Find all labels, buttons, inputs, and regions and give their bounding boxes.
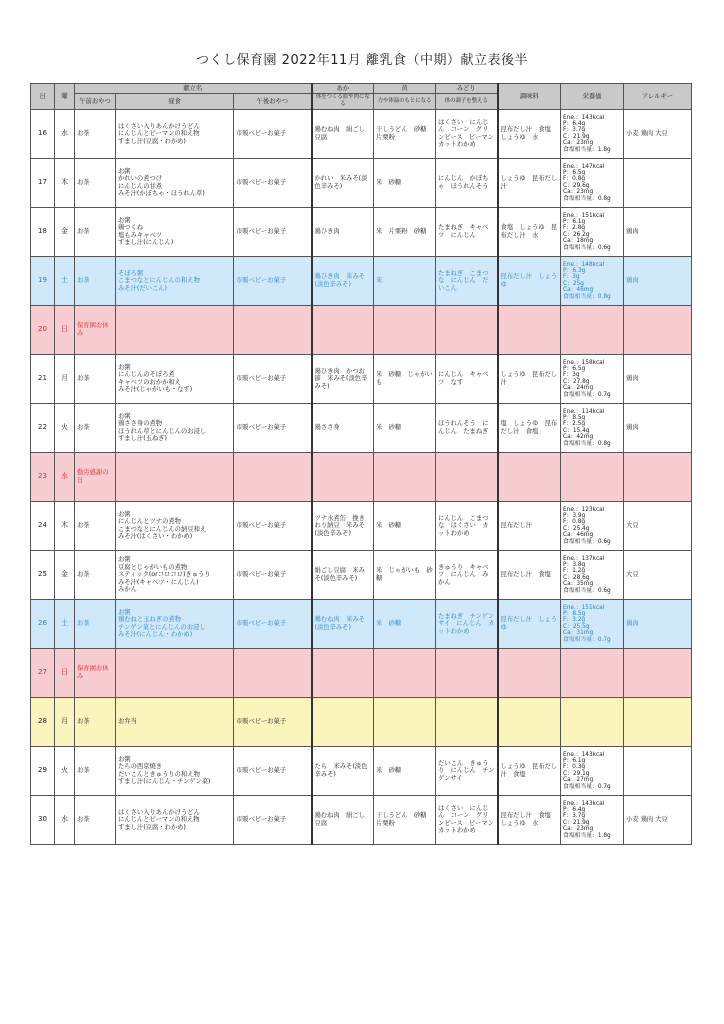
weekday-cell: 金 — [55, 207, 75, 256]
seasoning-cell: しょうゆ 昆布だし汁 — [498, 158, 561, 207]
allergy-cell: 小麦 鶏肉 大豆 — [624, 795, 692, 844]
midori-cell: たまねぎ こまつな にんじん だいこん — [436, 256, 498, 305]
day-cell: 29 — [31, 746, 55, 795]
pm-snack-cell: 市販ベビーお菓子 — [234, 697, 312, 746]
pm-snack-cell: 市販ベビーお菓子 — [234, 256, 312, 305]
header-seasoning: 調味料 — [498, 84, 561, 110]
aka-cell: 鶏ひき肉 かつお節 米みそ(淡色辛みそ) — [312, 354, 374, 403]
lunch-cell: お粥 鶏ささ身の煮物 ほうれん草とにんじんのお浸し すまし汁(玉ねぎ) — [116, 403, 234, 452]
lunch-cell: はくさい入りあんかけうどん にんじんとピーマンの和え物 すまし汁(豆腐・わかめ) — [116, 109, 234, 158]
midori-cell — [436, 697, 498, 746]
weekday-cell: 水 — [55, 109, 75, 158]
header-allergy: アレルギー — [624, 84, 692, 110]
weekday-cell: 水 — [55, 452, 75, 501]
pm-snack-cell: 市販ベビーお菓子 — [234, 599, 312, 648]
midori-cell: はくさい にんじん コーン グリンピース ピーマン カットわかめ — [436, 109, 498, 158]
weekday-cell: 月 — [55, 697, 75, 746]
midori-cell: きゅうり キャベツ にんじん みかん — [436, 550, 498, 599]
day-cell: 17 — [31, 158, 55, 207]
lunch-cell — [116, 452, 234, 501]
am-snack-cell: お茶 — [75, 109, 116, 158]
aka-cell: 鶏ひき肉 米みそ(淡色辛みそ) — [312, 256, 374, 305]
weekday-cell: 月 — [55, 354, 75, 403]
seasoning-cell: 昆布だし汁 — [498, 501, 561, 550]
nutrition-cell: Ene.：143kcal P：6.1g F：0.3g C：29.1g Ca：27mg 食塩相当量：0.7g — [561, 746, 624, 795]
day-cell: 19 — [31, 256, 55, 305]
table-row — [31, 354, 692, 403]
midori-cell: たまねぎ キャベツ にんじん — [436, 207, 498, 256]
table-header — [31, 84, 692, 110]
midori-cell: ほうれんそう にんじん たまねぎ — [436, 403, 498, 452]
table-row — [31, 452, 692, 501]
allergy-cell — [624, 452, 692, 501]
header-aka: あか — [312, 84, 374, 94]
aka-cell — [312, 452, 374, 501]
allergy-cell: 鶏肉 — [624, 207, 692, 256]
ki-cell: 米 砂糖 — [374, 599, 436, 648]
nutrition-cell — [561, 305, 624, 354]
seasoning-cell: 塩 しょうゆ 昆布だし汁 食塩 — [498, 403, 561, 452]
day-cell: 23 — [31, 452, 55, 501]
weekday-cell: 日 — [55, 648, 75, 697]
nutrition-cell: Ene.：151kcal P：6.1g F：2.8g C：26.2g Ca：18mg 食塩相当量：0.6g — [561, 207, 624, 256]
nutrition-cell — [561, 648, 624, 697]
pm-snack-cell — [234, 648, 312, 697]
header-midori-sub: 体の調子を整える — [436, 94, 498, 110]
table-row — [31, 697, 692, 746]
header-ki-sub: 力や体温のもとになる — [374, 94, 436, 110]
am-snack-cell: お茶 — [75, 501, 116, 550]
weekday-cell: 水 — [55, 795, 75, 844]
table-row — [31, 305, 692, 354]
weekday-cell: 金 — [55, 550, 75, 599]
ki-cell — [374, 697, 436, 746]
ki-cell: 米 砂糖 じゃがいも — [374, 354, 436, 403]
header-aka-sub: 体をつくる血や肉になる — [312, 94, 374, 110]
header-menu-name: 献立名 — [75, 84, 312, 94]
allergy-cell — [624, 158, 692, 207]
am-snack-cell: お茶 — [75, 158, 116, 207]
table-row — [31, 795, 692, 844]
ki-cell — [374, 648, 436, 697]
lunch-cell: お粥 鶏むねと玉ねぎの煮物 チンゲン菜とにんじんのお浸し みそ汁(にんじん・わかめ) — [116, 599, 234, 648]
seasoning-cell — [498, 648, 561, 697]
aka-cell: 絹ごし豆腐 米みそ(淡色辛みそ) — [312, 550, 374, 599]
ki-cell: 米 砂糖 — [374, 158, 436, 207]
seasoning-cell: しょうゆ 昆布だし汁 — [498, 354, 561, 403]
ki-cell — [374, 305, 436, 354]
header-lunch: 昼食 — [116, 94, 234, 110]
table-row — [31, 109, 692, 158]
midori-cell: だいこん きゅうり にんじん チンゲンサイ — [436, 746, 498, 795]
day-cell: 18 — [31, 207, 55, 256]
lunch-cell — [116, 305, 234, 354]
lunch-cell: お粥 かれいの煮つけ にんじんの甘煮 みそ汁(かぼちゃ・ほうれん草) — [116, 158, 234, 207]
aka-cell — [312, 697, 374, 746]
header-pm-snack: 午後おやつ — [234, 94, 312, 110]
am-snack-cell: お茶 — [75, 256, 116, 305]
weekday-cell: 土 — [55, 256, 75, 305]
am-snack-cell: 勤労感謝の日 — [75, 452, 116, 501]
am-snack-cell: お茶 — [75, 795, 116, 844]
day-cell: 24 — [31, 501, 55, 550]
table-row — [31, 158, 692, 207]
header-midori: みどり — [436, 84, 498, 94]
am-snack-cell: お茶 — [75, 550, 116, 599]
table-row — [31, 256, 692, 305]
ki-cell: 干しうどん 砂糖 片栗粉 — [374, 795, 436, 844]
midori-cell — [436, 305, 498, 354]
aka-cell: たら 米みそ(淡色辛みそ) — [312, 746, 374, 795]
day-cell: 27 — [31, 648, 55, 697]
lunch-cell — [116, 648, 234, 697]
table-row — [31, 648, 692, 697]
allergy-cell — [624, 305, 692, 354]
day-cell: 16 — [31, 109, 55, 158]
day-cell: 25 — [31, 550, 55, 599]
day-cell: 22 — [31, 403, 55, 452]
day-cell: 20 — [31, 305, 55, 354]
lunch-cell: お弁当 — [116, 697, 234, 746]
aka-cell: 鶏むね肉 絹ごし豆腐 — [312, 795, 374, 844]
pm-snack-cell: 市販ベビーお菓子 — [234, 109, 312, 158]
allergy-cell: 大豆 — [624, 501, 692, 550]
header-weekday: 曜 — [55, 84, 75, 110]
pm-snack-cell: 市販ベビーお菓子 — [234, 550, 312, 599]
am-snack-cell: お茶 — [75, 207, 116, 256]
page-title: つくし保育園 2022年11月 離乳食（中期）献立表後半 — [196, 53, 528, 68]
table-row — [31, 746, 692, 795]
allergy-cell: 鶏肉 — [624, 354, 692, 403]
weekday-cell: 火 — [55, 746, 75, 795]
aka-cell: 鶏ひき肉 — [312, 207, 374, 256]
nutrition-cell — [561, 452, 624, 501]
day-cell: 28 — [31, 697, 55, 746]
pm-snack-cell: 市販ベビーお菓子 — [234, 501, 312, 550]
nutrition-cell — [561, 697, 624, 746]
lunch-cell: お粥 鶏つくね 塩もみキャベツ すまし汁(にんじん) — [116, 207, 234, 256]
am-snack-cell: お茶 — [75, 403, 116, 452]
day-cell: 21 — [31, 354, 55, 403]
seasoning-cell: しょうゆ 昆布だし汁 食塩 — [498, 746, 561, 795]
seasoning-cell: 昆布だし汁 食塩 しょうゆ 水 — [498, 109, 561, 158]
lunch-cell: お粥 にんじんとツナの煮物 こまつなとにんじんの納豆和え みそ汁(はくさい・わかめ) — [116, 501, 234, 550]
table-body — [31, 109, 692, 844]
seasoning-cell: 昆布だし汁 しょうゆ — [498, 599, 561, 648]
table-row — [31, 501, 692, 550]
weekday-cell: 土 — [55, 599, 75, 648]
weekday-cell: 火 — [55, 403, 75, 452]
pm-snack-cell: 市販ベビーお菓子 — [234, 795, 312, 844]
table-row — [31, 403, 692, 452]
weekday-cell: 日 — [55, 305, 75, 354]
midori-cell — [436, 648, 498, 697]
midori-cell: にんじん かぼちゃ ほうれんそう — [436, 158, 498, 207]
nutrition-cell: Ene.：143kcal P：6.4g F：3.7g C：21.9g Ca：23mg 食塩相当量：1.8g — [561, 795, 624, 844]
allergy-cell: 鶏肉 — [624, 403, 692, 452]
allergy-cell — [624, 648, 692, 697]
nutrition-cell: Ene.：151kcal P：8.5g F：3.2g C：25.5g Ca：31mg 食塩相当量：0.7g — [561, 599, 624, 648]
lunch-cell: はくさい入りあんかけうどん にんじんとピーマンの和え物 すまし汁(豆腐・わかめ) — [116, 795, 234, 844]
allergy-cell: 小麦 鶏肉 大豆 — [624, 109, 692, 158]
pm-snack-cell: 市販ベビーお菓子 — [234, 207, 312, 256]
am-snack-cell: お茶 — [75, 354, 116, 403]
ki-cell: 米 — [374, 256, 436, 305]
nutrition-cell: Ene.：147kcal P：6.5g F：0.8g C：29.6g Ca：23mg 食塩相当量：0.8g — [561, 158, 624, 207]
allergy-cell — [624, 697, 692, 746]
nutrition-cell: Ene.：114kcal P：8.5g F：2.5g C：15.4g Ca：42mg 食塩相当量：0.8g — [561, 403, 624, 452]
midori-cell: にんじん こまつな はくさい カットわかめ — [436, 501, 498, 550]
table-row — [31, 207, 692, 256]
pm-snack-cell: 市販ベビーお菓子 — [234, 403, 312, 452]
ki-cell: 米 砂糖 — [374, 746, 436, 795]
weekday-cell: 木 — [55, 158, 75, 207]
lunch-cell: お粥 たらの西京焼き だいこんときゅうりの和え物 すまし汁(にんじん・チンゲン菜) — [116, 746, 234, 795]
ki-cell: 米 じゃがいも 砂糖 — [374, 550, 436, 599]
allergy-cell: 鶏肉 — [624, 256, 692, 305]
am-snack-cell: 保育園お休み — [75, 305, 116, 354]
aka-cell: 鶏むね肉 絹ごし豆腐 — [312, 109, 374, 158]
aka-cell — [312, 648, 374, 697]
header-day: 日 — [31, 84, 55, 110]
header-nutrition: 栄養価 — [561, 84, 624, 110]
aka-cell: かれい 米みそ(淡色辛みそ) — [312, 158, 374, 207]
seasoning-cell: 昆布だし汁 食塩 しょうゆ 水 — [498, 795, 561, 844]
pm-snack-cell — [234, 452, 312, 501]
am-snack-cell: お茶 — [75, 697, 116, 746]
ki-cell: 米 片栗粉 砂糖 — [374, 207, 436, 256]
seasoning-cell — [498, 452, 561, 501]
am-snack-cell: お茶 — [75, 746, 116, 795]
lunch-cell: お粥 豆腐とじゃがいもの煮物 スティック(orコロコロ)きゅうり みそ汁(キャベツ・にんじん) みかん — [116, 550, 234, 599]
lunch-cell: そぼろ粥 こまつなとにんじんの和え物 みそ汁(だいこん) — [116, 256, 234, 305]
seasoning-cell: 昆布だし汁 しょうゆ — [498, 256, 561, 305]
day-cell: 26 — [31, 599, 55, 648]
aka-cell: ツナ水煮缶 挽きわり納豆 米みそ(淡色辛みそ) — [312, 501, 374, 550]
pm-snack-cell — [234, 305, 312, 354]
seasoning-cell: 昆布だし汁 食塩 — [498, 550, 561, 599]
allergy-cell — [624, 746, 692, 795]
midori-cell: たまねぎ チンゲンサイ にんじん カットわかめ — [436, 599, 498, 648]
nutrition-cell: Ene.：148kcal P：6.3g F：3g C：25g Ca：46mg 食塩相当量：0.8g — [561, 256, 624, 305]
seasoning-cell — [498, 697, 561, 746]
midori-cell — [436, 452, 498, 501]
am-snack-cell: 保育園お休み — [75, 648, 116, 697]
table-row — [31, 550, 692, 599]
nutrition-cell: Ene.：137kcal P：3.8g F：1.2g C：28.6g Ca：35mg 食塩相当量：0.6g — [561, 550, 624, 599]
aka-cell: 鶏むね肉 米みそ(淡色辛みそ) — [312, 599, 374, 648]
allergy-cell: 鶏肉 — [624, 599, 692, 648]
ki-cell: 米 砂糖 — [374, 501, 436, 550]
midori-cell: にんじん キャベツ なす — [436, 354, 498, 403]
nutrition-cell: Ene.：123kcal P：3.9g F：0.8g C：25.4g Ca：46mg 食塩相当量：0.6g — [561, 501, 624, 550]
nutrition-cell: Ene.：143kcal P：6.4g F：3.7g C：21.9g Ca：23mg 食塩相当量：1.8g — [561, 109, 624, 158]
seasoning-cell: 食塩 しょうゆ 昆布だし汁 水 — [498, 207, 561, 256]
ki-cell: 米 砂糖 — [374, 403, 436, 452]
pm-snack-cell: 市販ベビーお菓子 — [234, 158, 312, 207]
pm-snack-cell: 市販ベビーお菓子 — [234, 746, 312, 795]
allergy-cell: 大豆 — [624, 550, 692, 599]
am-snack-cell: お茶 — [75, 599, 116, 648]
pm-snack-cell: 市販ベビーお菓子 — [234, 354, 312, 403]
lunch-cell: お粥 にんじんのそぼろ煮 キャベツのおかか和え みそ汁(じゃがいも・なす) — [116, 354, 234, 403]
seasoning-cell — [498, 305, 561, 354]
midori-cell: はくさい にんじん コーン グリンピース ピーマン カットわかめ — [436, 795, 498, 844]
menu-table — [30, 83, 692, 845]
aka-cell — [312, 305, 374, 354]
day-cell: 30 — [31, 795, 55, 844]
table-row — [31, 599, 692, 648]
header-ki: 黄 — [374, 84, 436, 94]
ki-cell — [374, 452, 436, 501]
nutrition-cell: Ene.：158kcal P：6.5g F：3g C：27.8g Ca：24mg 食塩相当量：0.7g — [561, 354, 624, 403]
aka-cell: 鶏ささ身 — [312, 403, 374, 452]
header-am-snack: 午前おやつ — [75, 94, 116, 110]
weekday-cell: 木 — [55, 501, 75, 550]
ki-cell: 干しうどん 砂糖 片栗粉 — [374, 109, 436, 158]
